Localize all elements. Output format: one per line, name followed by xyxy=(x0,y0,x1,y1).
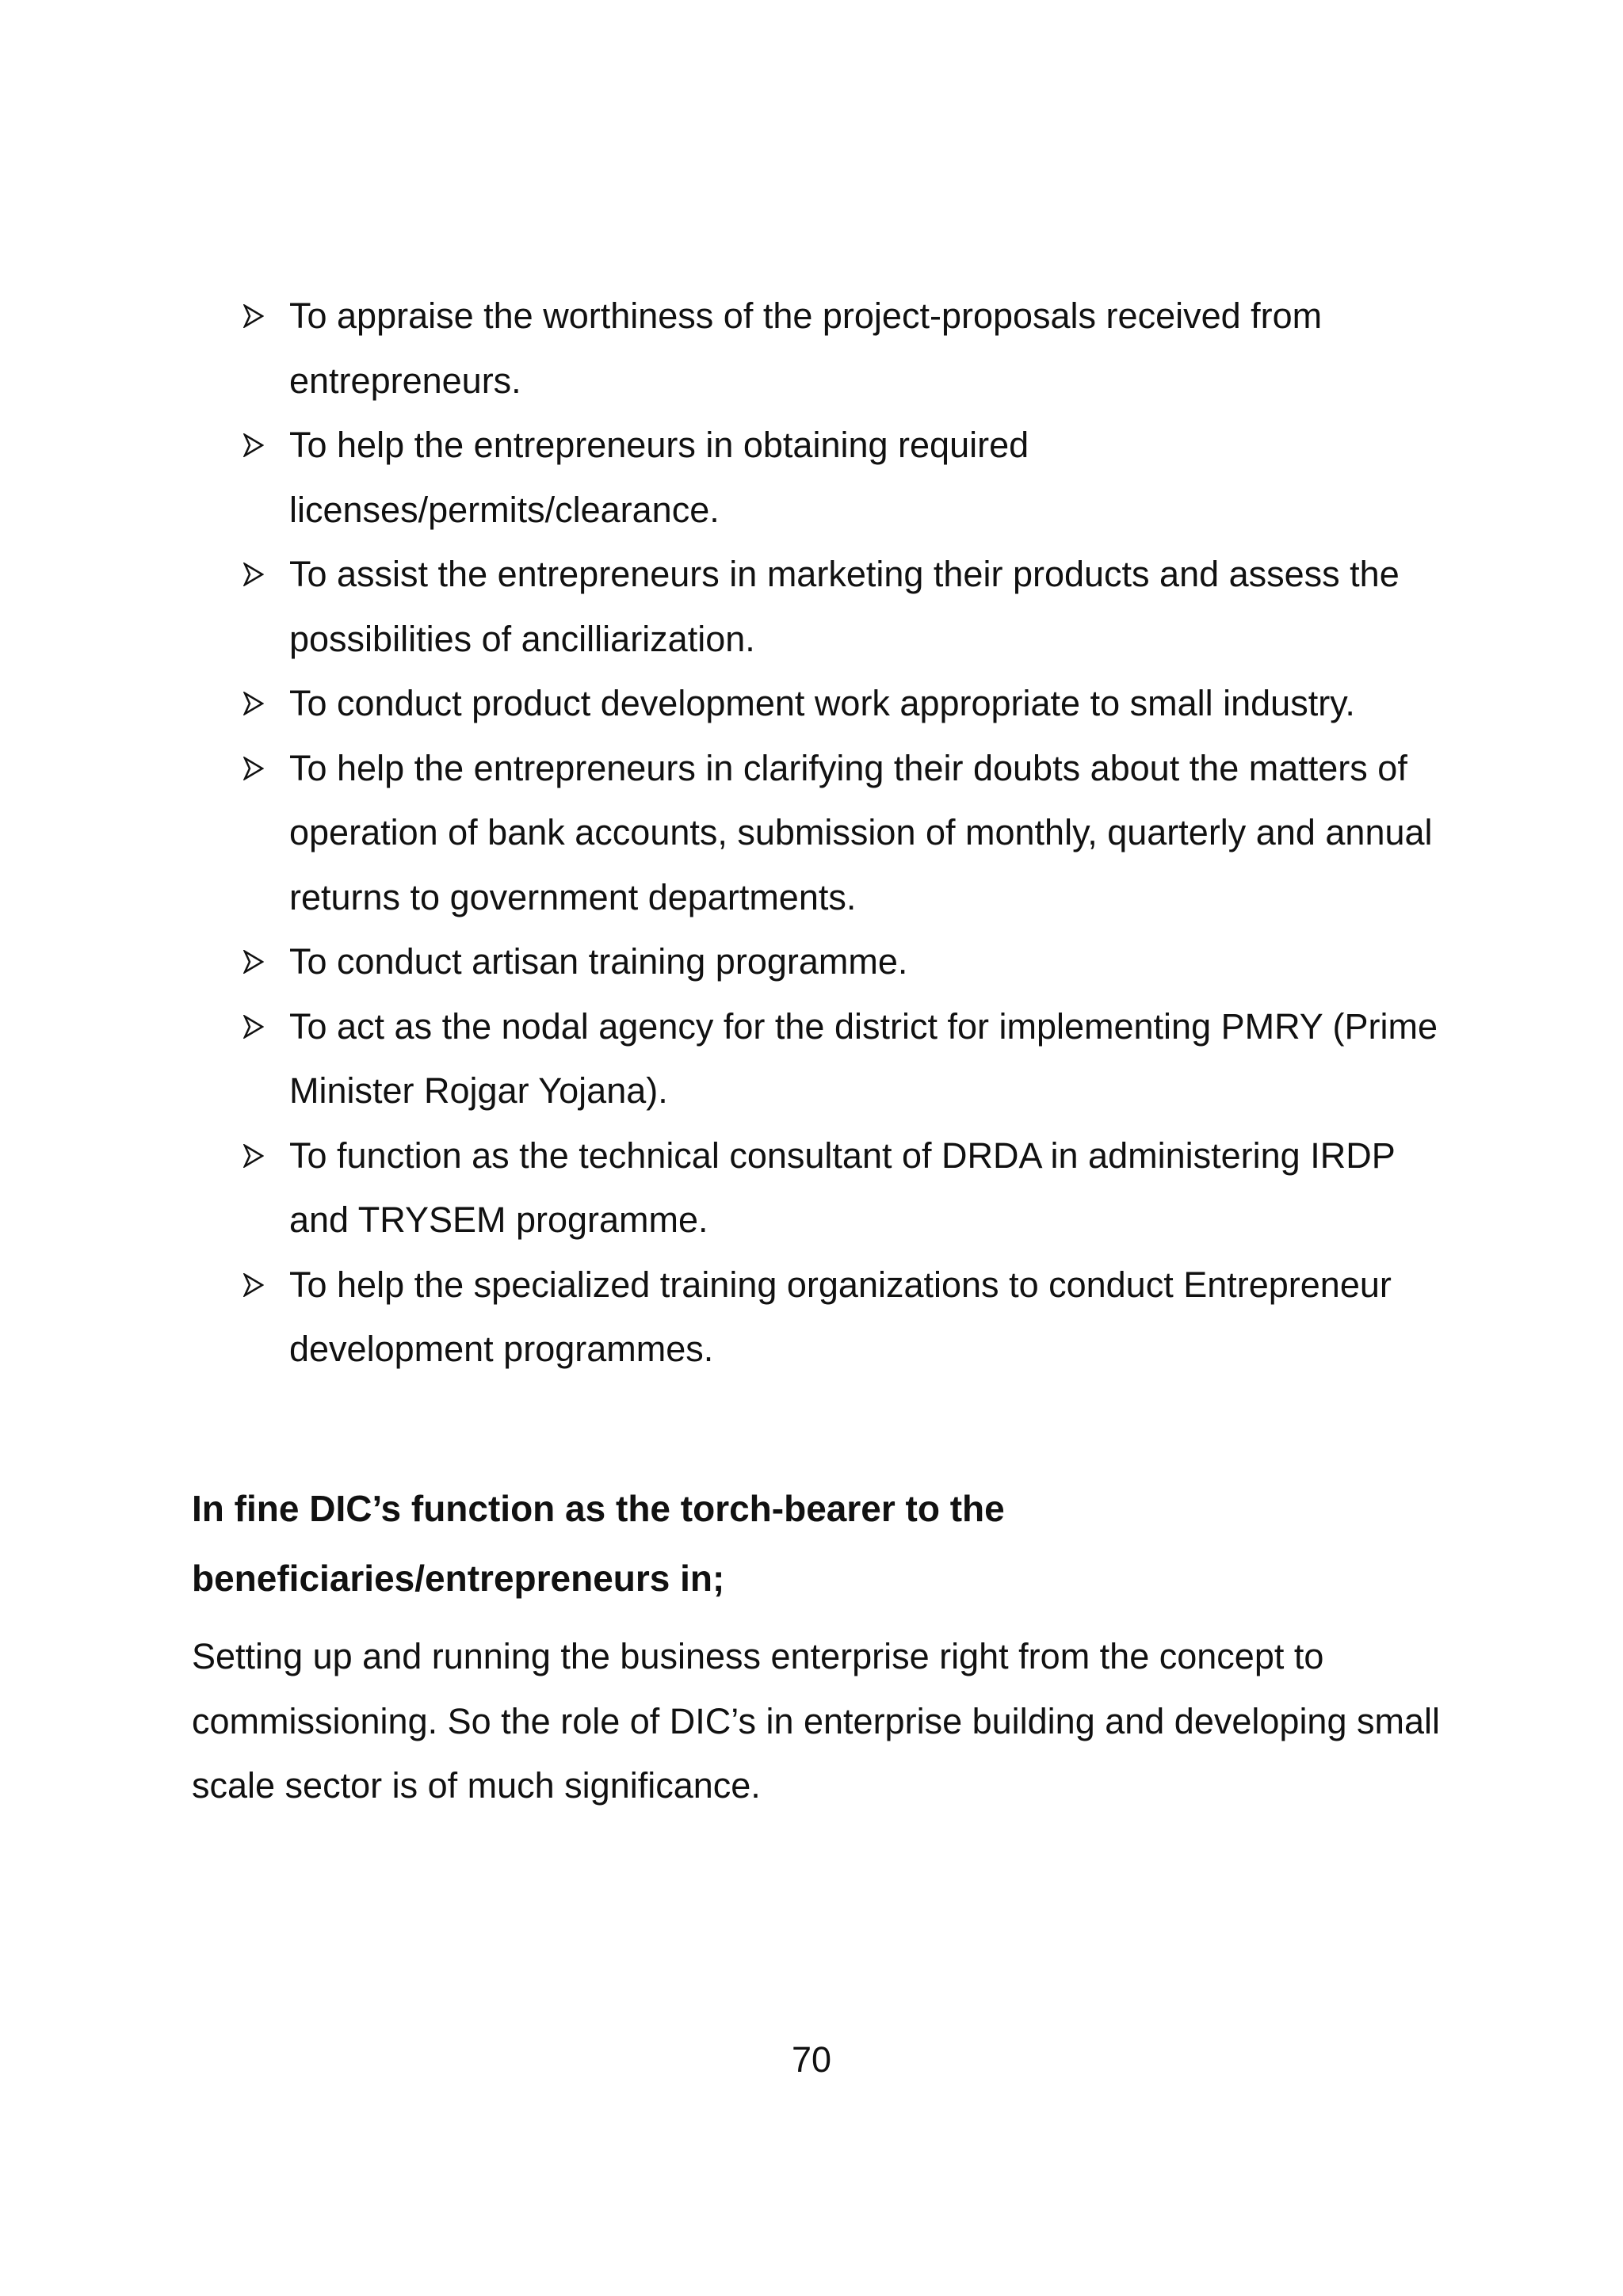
list-item xyxy=(242,671,1462,736)
list-item xyxy=(242,1253,1462,1382)
arrowhead-bullet-icon xyxy=(242,736,273,801)
list-item xyxy=(242,994,1462,1123)
list-item-text: To function as the technical consultant of DRDA in administering IRDP and TRYSEM programme. xyxy=(289,1135,1395,1240)
list-item-text: To help the specialized training organizations to conduct Entrepreneur development programmes. xyxy=(289,1264,1392,1369)
list-item-text: To act as the nodal agency for the district for implementing PMRY (Prime Minister Rojgar Yojana). xyxy=(289,1005,1438,1111)
arrowhead-bullet-icon xyxy=(242,1253,273,1318)
list-item-text: To conduct product development work appropriate to small industry. xyxy=(289,683,1355,723)
arrowhead-bullet-icon xyxy=(242,1123,273,1188)
closing-section xyxy=(192,1474,1460,1818)
closing-paragraph: Setting up and running the business enterprise right from the concept to commissioning. So the role of DIC’s in enterprise building and developing small scale sector is of much significance. xyxy=(192,1636,1440,1806)
arrowhead-bullet-icon xyxy=(242,413,273,478)
list-item-text: To help the entrepreneurs in clarifying their doubts about the matters of operation of bank accounts, submission of monthly, quarterly and annual returns to government departments. xyxy=(289,747,1433,917)
list-item xyxy=(242,284,1462,413)
page-number: 70 xyxy=(791,2039,832,2080)
list-item-text: To appraise the worthiness of the project-proposals received from entrepreneurs. xyxy=(289,296,1323,401)
list-item xyxy=(242,413,1462,542)
list-item xyxy=(242,736,1462,930)
list-item-text: To assist the entrepreneurs in marketing their products and assess the possibilities of ancilliarization. xyxy=(289,554,1400,659)
arrowhead-bullet-icon xyxy=(242,994,273,1059)
arrowhead-bullet-icon xyxy=(242,671,273,736)
function-list xyxy=(242,284,1462,1382)
list-item-text: To conduct artisan training programme. xyxy=(289,941,908,982)
list-item-text: To help the entrepreneurs in obtaining required licenses/permits/clearance. xyxy=(289,425,1029,530)
closing-heading: In fine DIC’s function as the torch-bearer to the beneficiaries/entrepreneurs in; xyxy=(192,1488,1005,1599)
arrowhead-bullet-icon xyxy=(242,284,273,349)
list-item xyxy=(242,1123,1462,1253)
list-item xyxy=(242,542,1462,671)
arrowhead-bullet-icon xyxy=(242,929,273,994)
list-item xyxy=(242,929,1462,994)
arrowhead-bullet-icon xyxy=(242,542,273,607)
